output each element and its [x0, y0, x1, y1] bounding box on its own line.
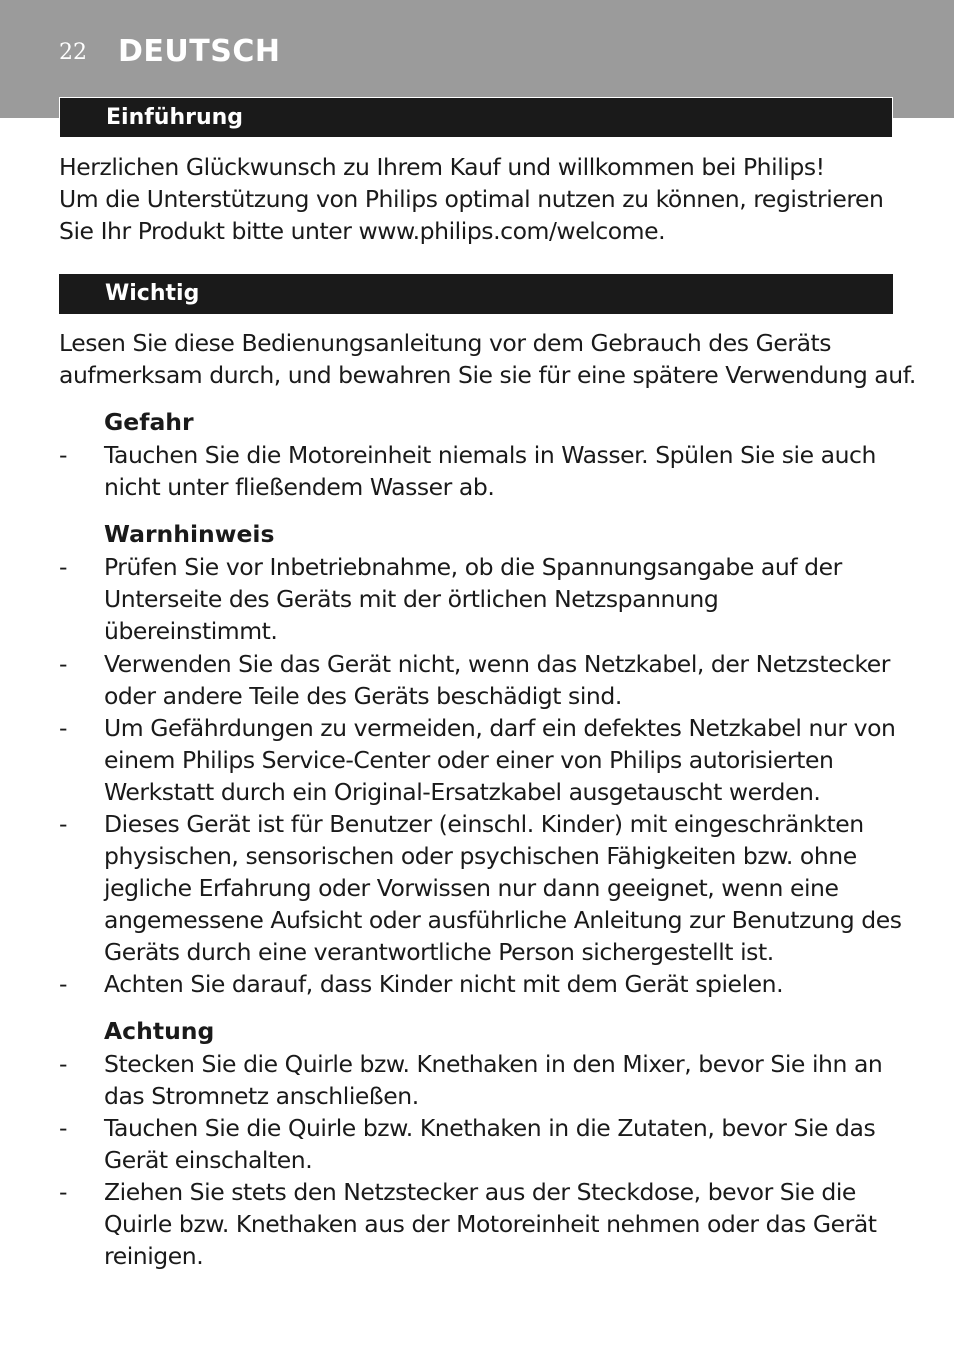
important-paragraph	[59, 327, 916, 391]
bullet-line: Achten Sie darauf, dass Kinder nicht mit dem Gerät spielen.	[104, 970, 784, 998]
bullet-text	[104, 808, 904, 968]
bullet-marker: -	[59, 810, 68, 838]
bullet-line: Um Gefährdungen zu vermeiden, darf ein defektes Netzkabel nur von	[104, 714, 896, 742]
bullet-marker: -	[59, 441, 68, 469]
bullet-line: Stecken Sie die Quirle bzw. Knethaken in den Mixer, bevor Sie ihn an	[104, 1050, 883, 1078]
bullet-marker: -	[59, 1178, 68, 1206]
intro-line: Um die Unterstützung von Philips optimal nutzen zu können, registrieren	[59, 185, 884, 213]
intro-line: Herzlichen Glückwunsch zu Ihrem Kauf und willkommen bei Philips!	[59, 153, 825, 181]
bullet-line: Gerät einschalten.	[104, 1146, 313, 1174]
intro-line: Sie Ihr Produkt bitte unter www.philips.com/welcome.	[59, 217, 666, 245]
important-line: aufmerksam durch, und bewahren Sie sie für eine spätere Verwendung auf.	[59, 361, 916, 389]
bullet-line: Ziehen Sie stets den Netzstecker aus der Steckdose, bevor Sie die	[104, 1178, 856, 1206]
page-number: 22	[59, 40, 87, 65]
bullet-line: Werkstatt durch ein Original-Ersatzkabel ausgetauscht werden.	[104, 778, 821, 806]
bullet-line: oder andere Teile des Geräts beschädigt sind.	[104, 682, 622, 710]
bullet-text	[104, 1112, 904, 1176]
caution-heading: Achtung	[104, 1017, 215, 1045]
bullet-line: physischen, sensorischen oder psychischen Fähigkeiten bzw. ohne	[104, 842, 857, 870]
important-line: Lesen Sie diese Bedienungsanleitung vor dem Gebrauch des Geräts	[59, 329, 832, 357]
bullet-line: Quirle bzw. Knethaken aus der Motoreinheit nehmen oder das Gerät	[104, 1210, 877, 1238]
bullet-line: Prüfen Sie vor Inbetriebnahme, ob die Spannungsangabe auf der	[104, 553, 842, 581]
bullet-marker: -	[59, 553, 68, 581]
bullet-text	[104, 712, 904, 808]
bullet-line: Dieses Gerät ist für Benutzer (einschl. Kinder) mit eingeschränkten	[104, 810, 864, 838]
bullet-text	[104, 1048, 904, 1112]
intro-paragraph	[59, 151, 899, 247]
bullet-marker: -	[59, 970, 68, 998]
bullet-line: das Stromnetz anschließen.	[104, 1082, 419, 1110]
bullet-line: einem Philips Service-Center oder einer von Philips autorisierten	[104, 746, 834, 774]
language-title: DEUTSCH	[118, 34, 281, 69]
bullet-line: Unterseite des Geräts mit der örtlichen Netzspannung	[104, 585, 719, 613]
bullet-line: Tauchen Sie die Motoreinheit niemals in Wasser. Spülen Sie sie auch	[104, 441, 876, 469]
section-bar-important	[59, 274, 893, 314]
bullet-text	[104, 648, 904, 712]
bullet-marker: -	[59, 650, 68, 678]
bullet-line: Verwenden Sie das Gerät nicht, wenn das Netzkabel, der Netzstecker	[104, 650, 891, 678]
bullet-line: reinigen.	[104, 1242, 204, 1270]
bullet-line: angemessene Aufsicht oder ausführliche Anleitung zur Benutzung des	[104, 906, 902, 934]
bullet-line: jegliche Erfahrung oder Vorwissen nur dann geeignet, wenn eine	[104, 874, 839, 902]
bullet-line: übereinstimmt.	[104, 617, 278, 645]
bullet-marker: -	[59, 1050, 68, 1078]
bullet-text	[104, 551, 904, 647]
bullet-text	[104, 968, 904, 1000]
danger-heading: Gefahr	[104, 408, 194, 436]
bullet-text	[104, 1176, 904, 1272]
bullet-line: nicht unter fließendem Wasser ab.	[104, 473, 495, 501]
section-title-intro: Einführung	[106, 105, 244, 130]
bullet-line: Geräts durch eine verantwortliche Person sichergestellt ist.	[104, 938, 774, 966]
bullet-marker: -	[59, 1114, 68, 1142]
bullet-marker: -	[59, 714, 68, 742]
section-title-important: Wichtig	[105, 281, 200, 306]
warning-heading: Warnhinweis	[104, 520, 275, 548]
section-bar-intro	[59, 97, 893, 137]
bullet-text	[104, 439, 904, 503]
bullet-line: Tauchen Sie die Quirle bzw. Knethaken in die Zutaten, bevor Sie das	[104, 1114, 876, 1142]
